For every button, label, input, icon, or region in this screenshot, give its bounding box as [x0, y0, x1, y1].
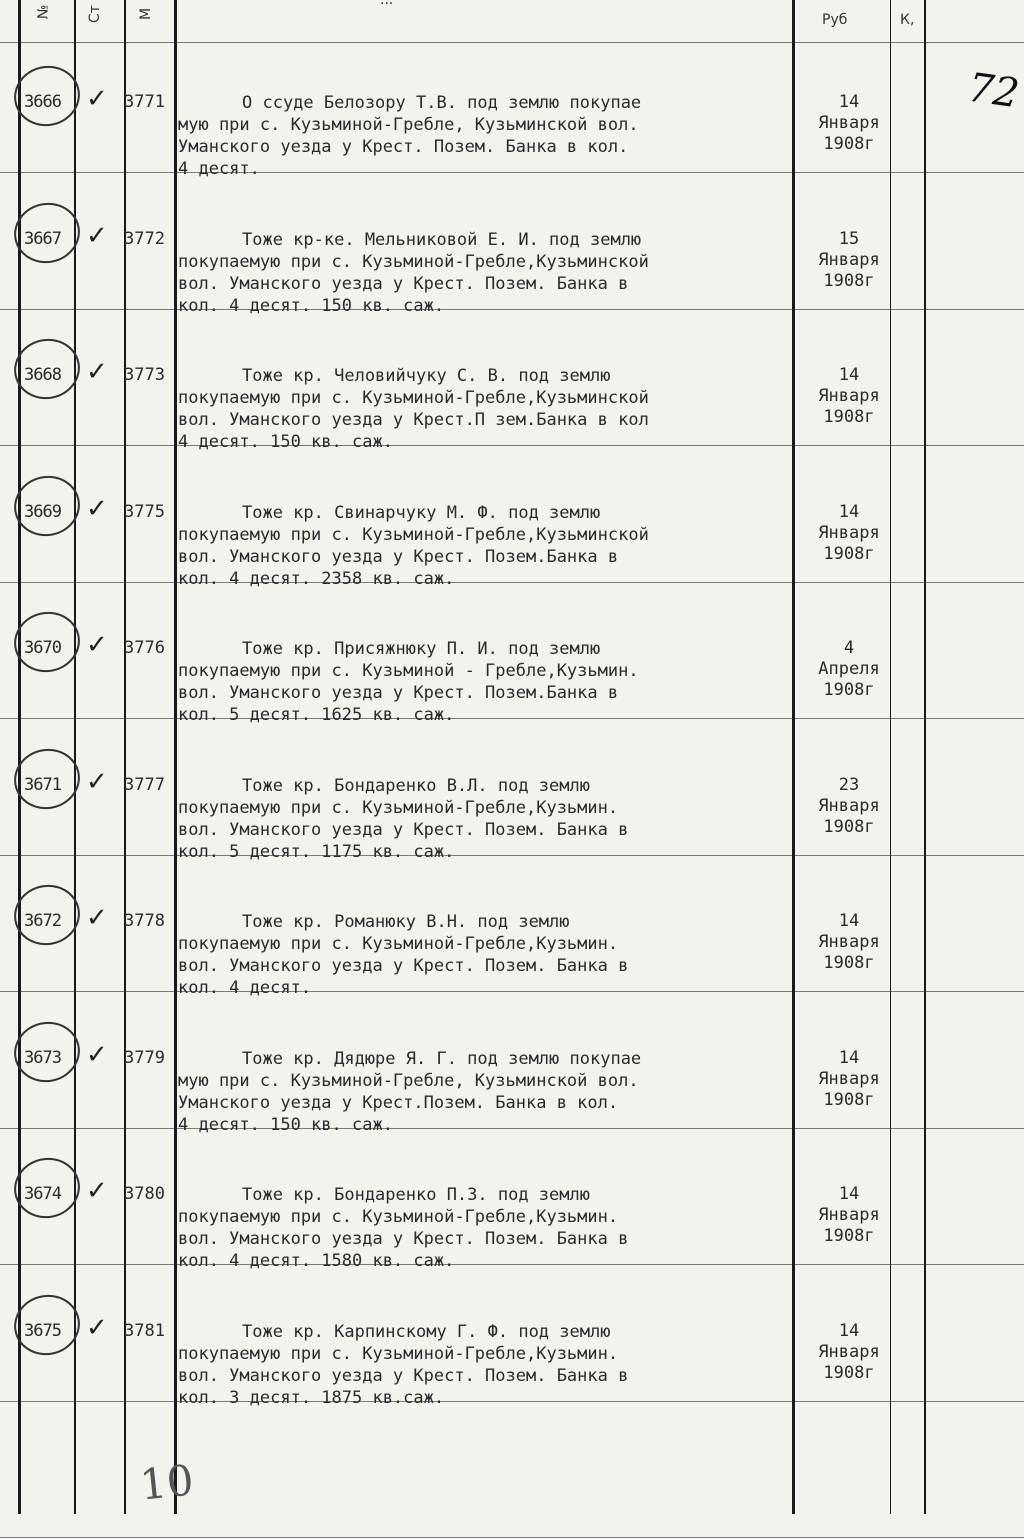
- description-line: вол. Уманского уезда у Крест. Позем. Банка в: [178, 820, 629, 840]
- register-number: 3773: [124, 365, 165, 385]
- entry-description: [178, 638, 793, 726]
- date-day: 14: [838, 502, 860, 522]
- entry-number: 3672: [24, 911, 61, 931]
- checkmark-icon: ✓: [86, 357, 108, 387]
- folio-number: 72: [965, 64, 1022, 118]
- entry-date: [800, 638, 898, 701]
- date-month: Января: [818, 250, 880, 270]
- date-year: 1908г: [823, 1226, 875, 1246]
- entry-date: [800, 911, 898, 974]
- register-number: 3778: [124, 911, 165, 931]
- entry-date: [800, 1048, 898, 1111]
- ledger-entry: [0, 1040, 1024, 1170]
- date-month: Января: [818, 523, 880, 543]
- description-line: Тоже кр. Свинарчуку М. Ф. под землю: [242, 503, 601, 523]
- checkmark-icon: ✓: [86, 630, 108, 660]
- ledger-entry: [0, 630, 1024, 760]
- description-line: покупаемую при с. Кузьминой-Гребле,Кузьмин.: [178, 1344, 619, 1364]
- date-month: Января: [818, 386, 880, 406]
- entry-description: [178, 1048, 793, 1136]
- date-year: 1908г: [823, 817, 875, 837]
- register-number: 3780: [124, 1184, 165, 1204]
- description-line: покупаемую при с. Кузьминой - Гребле,Кузьмин.: [178, 661, 639, 681]
- register-number: 3777: [124, 775, 165, 795]
- ledger-entry: [0, 221, 1024, 351]
- description-line: Тоже кр. Дядюре Я. Г. под землю покупае: [242, 1049, 642, 1069]
- entry-number: 3668: [24, 365, 61, 385]
- ruled-line: [0, 42, 1024, 43]
- date-year: 1908г: [823, 271, 875, 291]
- entry-description: [178, 911, 793, 999]
- entry-description: [178, 229, 793, 317]
- entry-description: [178, 775, 793, 863]
- entry-date: [800, 92, 898, 155]
- description-line: Тоже кр. Бондаренко П.З. под землю: [242, 1185, 590, 1205]
- description-line: мую при с. Кузьминой-Гребле, Кузьминской вол.: [178, 115, 639, 135]
- header-article: Ст: [86, 5, 103, 23]
- description-line: покупаемую при с. Кузьминой-Гребле,Кузьмин.: [178, 934, 619, 954]
- checkmark-icon: ✓: [86, 1040, 108, 1070]
- ledger-entry: [0, 903, 1024, 1033]
- header-rub: Руб: [822, 12, 848, 28]
- checkmark-icon: ✓: [86, 84, 108, 114]
- description-line: вол. Уманского уезда у Крест. Позем.Банка в: [178, 547, 619, 567]
- checkmark-icon: ✓: [86, 221, 108, 251]
- date-year: 1908г: [823, 1090, 875, 1110]
- description-line: мую при с. Кузьминой-Гребле, Кузьминской вол.: [178, 1071, 639, 1091]
- entry-date: [800, 1184, 898, 1247]
- ledger-entry: [0, 494, 1024, 624]
- description-line: Тоже кр. Человийчуку С. В. под землю: [242, 366, 611, 386]
- description-line: кол. 4 десят. 2358 кв. саж.: [178, 569, 455, 589]
- checkmark-icon: ✓: [86, 903, 108, 933]
- date-month: Апреля: [818, 659, 880, 679]
- description-line: покупаемую при с. Кузьминой-Гребле,Кузьминской: [178, 525, 649, 545]
- date-month: Января: [818, 113, 880, 133]
- entry-date: [800, 365, 898, 428]
- header-number: №: [35, 4, 52, 20]
- description-line: вол. Уманского уезда у Крест. Позем.Банка в: [178, 683, 619, 703]
- description-line: Уманского уезда у Крест.Позем. Банка в кол.: [178, 1093, 619, 1113]
- description-line: 4 десят. 150 кв. саж.: [178, 432, 393, 452]
- ledger-entry: [0, 84, 1024, 214]
- description-line: покупаемую при с. Кузьминой-Гребле,Кузьмин.: [178, 798, 619, 818]
- description-line: вол. Уманского уезда у Крест. Позем. Банка в: [178, 1366, 629, 1386]
- date-month: Января: [818, 932, 880, 952]
- register-number: 3779: [124, 1048, 165, 1068]
- date-year: 1908г: [823, 1363, 875, 1383]
- description-line: Тоже кр. Карпинскому Г. Ф. под землю: [242, 1322, 611, 1342]
- date-day: 14: [838, 92, 860, 112]
- register-number: 3771: [124, 92, 165, 112]
- date-day: 14: [838, 1048, 860, 1068]
- date-day: 4: [843, 638, 855, 658]
- entry-description: [178, 1184, 793, 1272]
- checkmark-icon: ✓: [86, 1176, 108, 1206]
- date-month: Января: [818, 1069, 880, 1089]
- header-title: ...: [380, 0, 394, 8]
- ledger-entry: [0, 1313, 1024, 1443]
- description-line: Тоже кр-ке. Мельниковой Е. И. под землю: [242, 230, 642, 250]
- description-line: О ссуде Белозору Т.В. под землю покупае: [242, 93, 642, 113]
- entry-number: 3675: [24, 1321, 61, 1341]
- description-line: вол. Уманского уезда у Крест.П зем.Банка в кол: [178, 410, 649, 430]
- description-line: покупаемую при с. Кузьминой-Гребле,Кузьмин.: [178, 1207, 619, 1227]
- description-line: кол. 5 десят. 1625 кв. саж.: [178, 705, 455, 725]
- checkmark-icon: ✓: [86, 1313, 108, 1343]
- entry-description: [178, 365, 793, 453]
- entry-number: 3673: [24, 1048, 61, 1068]
- entry-number: 3667: [24, 229, 61, 249]
- description-line: Тоже кр. Бондаренко В.Л. под землю: [242, 776, 590, 796]
- description-line: кол. 4 десят.: [178, 978, 312, 998]
- entry-description: [178, 502, 793, 590]
- date-year: 1908г: [823, 953, 875, 973]
- entry-description: [178, 1321, 793, 1409]
- description-line: вол. Уманского уезда у Крест. Позем. Банка в: [178, 274, 629, 294]
- description-line: 4 десят. 150 кв. саж.: [178, 1115, 393, 1135]
- description-line: вол. Уманского уезда у Крест. Позем. Банка в: [178, 956, 629, 976]
- date-month: Января: [818, 1205, 880, 1225]
- pencil-mark: 10: [137, 1455, 196, 1510]
- date-day: 15: [838, 229, 860, 249]
- entry-number: 3674: [24, 1184, 61, 1204]
- description-line: кол. 4 десят. 150 кв. саж.: [178, 296, 445, 316]
- register-number: 3772: [124, 229, 165, 249]
- date-year: 1908г: [823, 407, 875, 427]
- ledger-entry: [0, 767, 1024, 897]
- description-line: вол. Уманского уезда у Крест. Позем. Банка в: [178, 1229, 629, 1249]
- description-line: кол. 5 десят. 1175 кв. саж.: [178, 842, 455, 862]
- register-number: 3776: [124, 638, 165, 658]
- ledger-entry: [0, 1176, 1024, 1306]
- description-line: кол. 4 десят. 1580 кв. саж.: [178, 1251, 455, 1271]
- date-month: Января: [818, 796, 880, 816]
- description-line: 4 десят.: [178, 159, 260, 179]
- date-year: 1908г: [823, 134, 875, 154]
- header-register: М: [138, 7, 155, 21]
- date-day: 14: [838, 1184, 860, 1204]
- entry-date: [800, 1321, 898, 1384]
- register-number: 3775: [124, 502, 165, 522]
- checkmark-icon: ✓: [86, 767, 108, 797]
- date-month: Января: [818, 1342, 880, 1362]
- date-day: 14: [838, 365, 860, 385]
- ledger-entry: [0, 357, 1024, 487]
- entry-description: [178, 92, 793, 180]
- entry-number: 3666: [24, 92, 61, 112]
- entry-number: 3670: [24, 638, 61, 658]
- description-line: Уманского уезда у Крест. Позем. Банка в кол.: [178, 137, 629, 157]
- description-line: Тоже кр. Присяжнюку П. И. под землю: [242, 639, 601, 659]
- description-line: покупаемую при с. Кузьминой-Гребле,Кузьминской: [178, 388, 649, 408]
- date-day: 14: [838, 911, 860, 931]
- date-day: 23: [838, 775, 860, 795]
- date-year: 1908г: [823, 544, 875, 564]
- header-kop: К,: [900, 12, 915, 28]
- date-year: 1908г: [823, 680, 875, 700]
- entry-number: 3671: [24, 775, 61, 795]
- entry-date: [800, 775, 898, 838]
- description-line: Тоже кр. Романюку В.Н. под землю: [242, 912, 570, 932]
- register-number: 3781: [124, 1321, 165, 1341]
- description-line: кол. 3 десят. 1875 кв.саж.: [178, 1388, 445, 1408]
- description-line: покупаемую при с. Кузьминой-Гребле,Кузьминской: [178, 252, 649, 272]
- checkmark-icon: ✓: [86, 494, 108, 524]
- entry-date: [800, 229, 898, 292]
- date-day: 14: [838, 1321, 860, 1341]
- entry-date: [800, 502, 898, 565]
- entry-number: 3669: [24, 502, 61, 522]
